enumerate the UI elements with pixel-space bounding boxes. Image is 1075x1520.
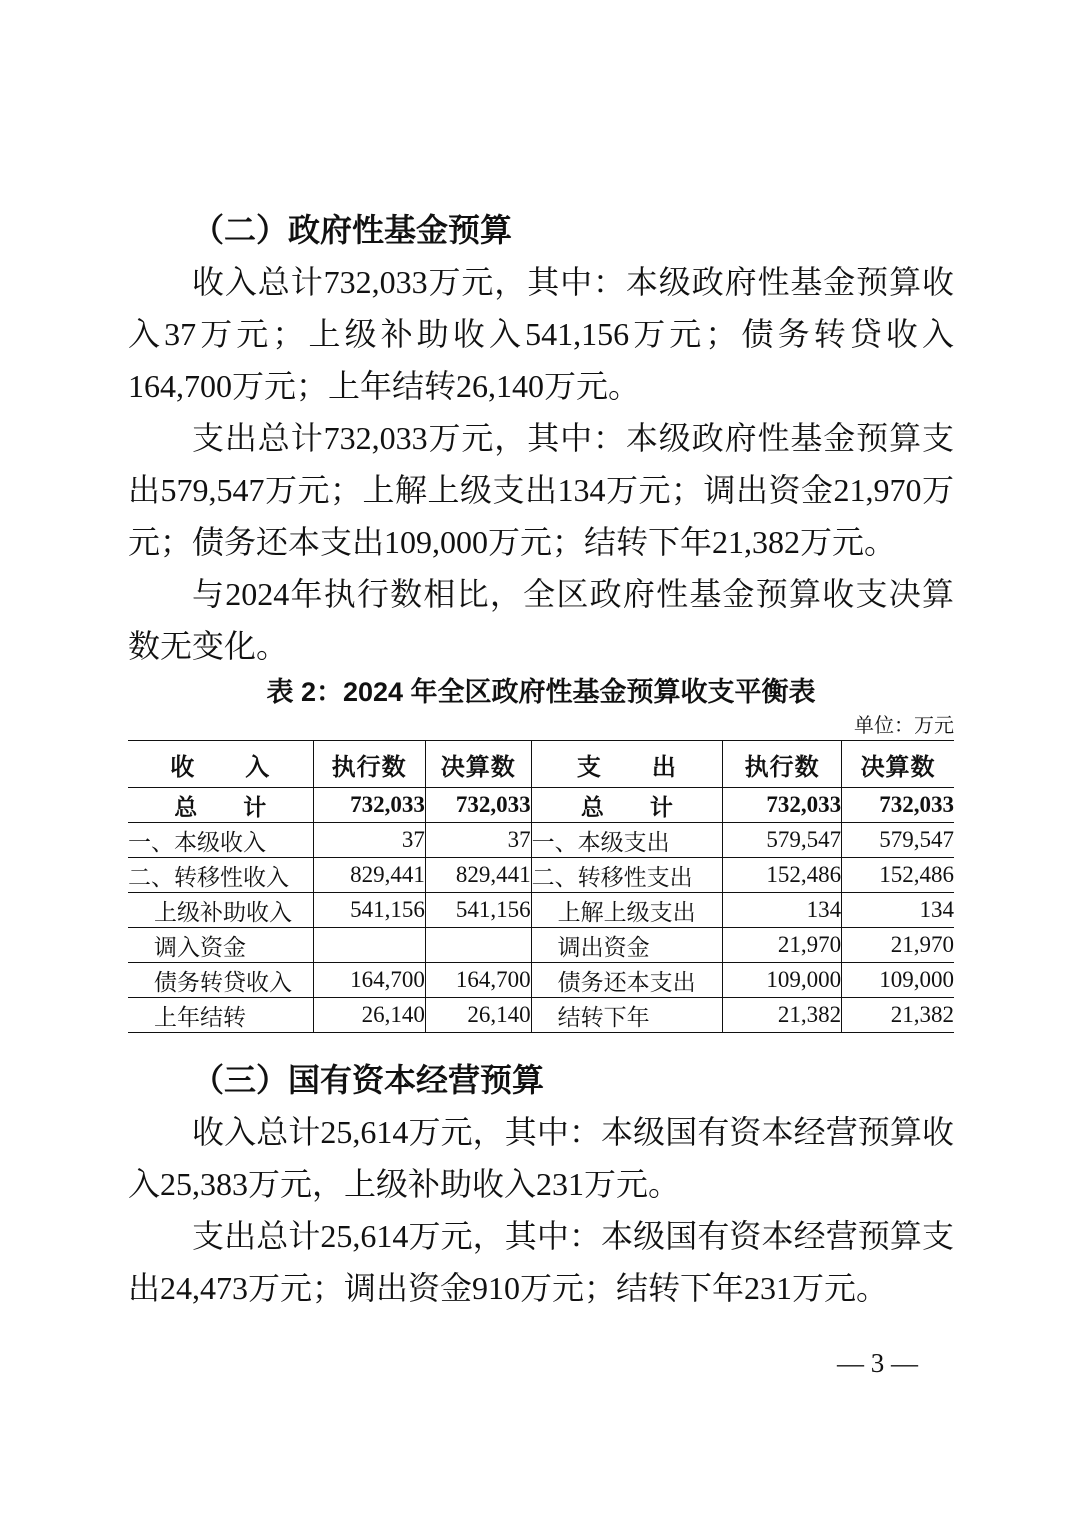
table-cell: 732,033 xyxy=(313,788,425,823)
table-cell: 26,140 xyxy=(425,998,531,1033)
table-cell: 109,000 xyxy=(723,963,842,998)
para-gov-fund-expense: 支出总计732,033万元，其中：本级政府性基金预算支出579,547万元；上解上级支出134万元；调出资金21,970万元；债务还本支出109,000万元；结转下年21,382万元。 xyxy=(128,420,954,560)
table-cell: 37 xyxy=(425,823,531,858)
table-cell: 829,441 xyxy=(425,858,531,893)
table-unit-label: 单位：万元 xyxy=(854,715,954,737)
table-cell: 调入资金 xyxy=(128,928,313,963)
table-cell: 541,156 xyxy=(313,893,425,928)
document-content xyxy=(128,204,954,1314)
table-cell: 579,547 xyxy=(723,823,842,858)
table-cell: 152,486 xyxy=(842,858,954,893)
header-expense: 支 出 xyxy=(531,741,723,788)
table-cell: 上解上级支出 xyxy=(531,893,723,928)
table-row xyxy=(128,963,954,998)
header-income: 收 入 xyxy=(128,741,313,788)
table-cell: 债务转贷收入 xyxy=(128,963,313,998)
header-final-2: 决算数 xyxy=(842,741,954,788)
page-number: — 3 — xyxy=(837,1348,918,1378)
table-cell: 21,382 xyxy=(842,998,954,1033)
table-title: 表 2：2024 年全区政府性基金预算收支平衡表 xyxy=(266,677,816,707)
section-heading-gov-fund: （二）政府性基金预算 xyxy=(192,212,513,248)
table-cell: 上年结转 xyxy=(128,998,313,1033)
para-gov-fund-compare: 与2024年执行数相比，全区政府性基金预算收支决算数无变化。 xyxy=(128,576,954,664)
header-final: 决算数 xyxy=(425,741,531,788)
table-cell: 732,033 xyxy=(723,788,842,823)
para-gov-fund-income: 收入总计732,033万元，其中：本级政府性基金预算收入37万元；上级补助收入541,156万元；债务转贷收入164,700万元；上年结转26,140万元。 xyxy=(128,264,954,404)
table-cell: 21,382 xyxy=(723,998,842,1033)
table-row xyxy=(128,998,954,1033)
table-cell: 债务还本支出 xyxy=(531,963,723,998)
table-cell: 二、转移性收入 xyxy=(128,858,313,893)
table-cell: 579,547 xyxy=(842,823,954,858)
table-cell: 134 xyxy=(723,893,842,928)
table-row-total xyxy=(128,788,954,823)
table-cell: 21,970 xyxy=(842,928,954,963)
table-cell: 164,700 xyxy=(425,963,531,998)
header-executed: 执行数 xyxy=(313,741,425,788)
table-row xyxy=(128,858,954,893)
table-cell: 调出资金 xyxy=(531,928,723,963)
table-cell: 一、本级支出 xyxy=(531,823,723,858)
para-state-capital-expense: 支出总计25,614万元，其中：本级国有资本经营预算支出24,473万元；调出资金910万元；结转下年231万元。 xyxy=(128,1218,954,1306)
table-cell: 152,486 xyxy=(723,858,842,893)
table-cell: 732,033 xyxy=(425,788,531,823)
table-cell: 上级补助收入 xyxy=(128,893,313,928)
table-cell: 134 xyxy=(842,893,954,928)
table-row xyxy=(128,893,954,928)
balance-table xyxy=(128,740,954,1033)
section-heading-state-capital: （三）国有资本经营预算 xyxy=(192,1062,545,1098)
table-cell xyxy=(313,928,425,963)
para-state-capital-income: 收入总计25,614万元，其中：本级国有资本经营预算收入25,383万元，上级补助收入231万元。 xyxy=(128,1114,954,1202)
table-cell: 21,970 xyxy=(723,928,842,963)
table-row xyxy=(128,823,954,858)
table-cell: 结转下年 xyxy=(531,998,723,1033)
table-row xyxy=(128,928,954,963)
table-cell xyxy=(425,928,531,963)
table-cell: 732,033 xyxy=(842,788,954,823)
table-cell: 一、本级收入 xyxy=(128,823,313,858)
header-executed-2: 执行数 xyxy=(723,741,842,788)
table-cell: 总 计 xyxy=(531,788,723,823)
table-cell: 164,700 xyxy=(313,963,425,998)
table-cell: 541,156 xyxy=(425,893,531,928)
table-cell: 26,140 xyxy=(313,998,425,1033)
table-cell: 二、转移性支出 xyxy=(531,858,723,893)
table-cell: 109,000 xyxy=(842,963,954,998)
table-cell: 37 xyxy=(313,823,425,858)
table-header-row xyxy=(128,741,954,788)
table-cell: 总 计 xyxy=(128,788,313,823)
table-cell: 829,441 xyxy=(313,858,425,893)
